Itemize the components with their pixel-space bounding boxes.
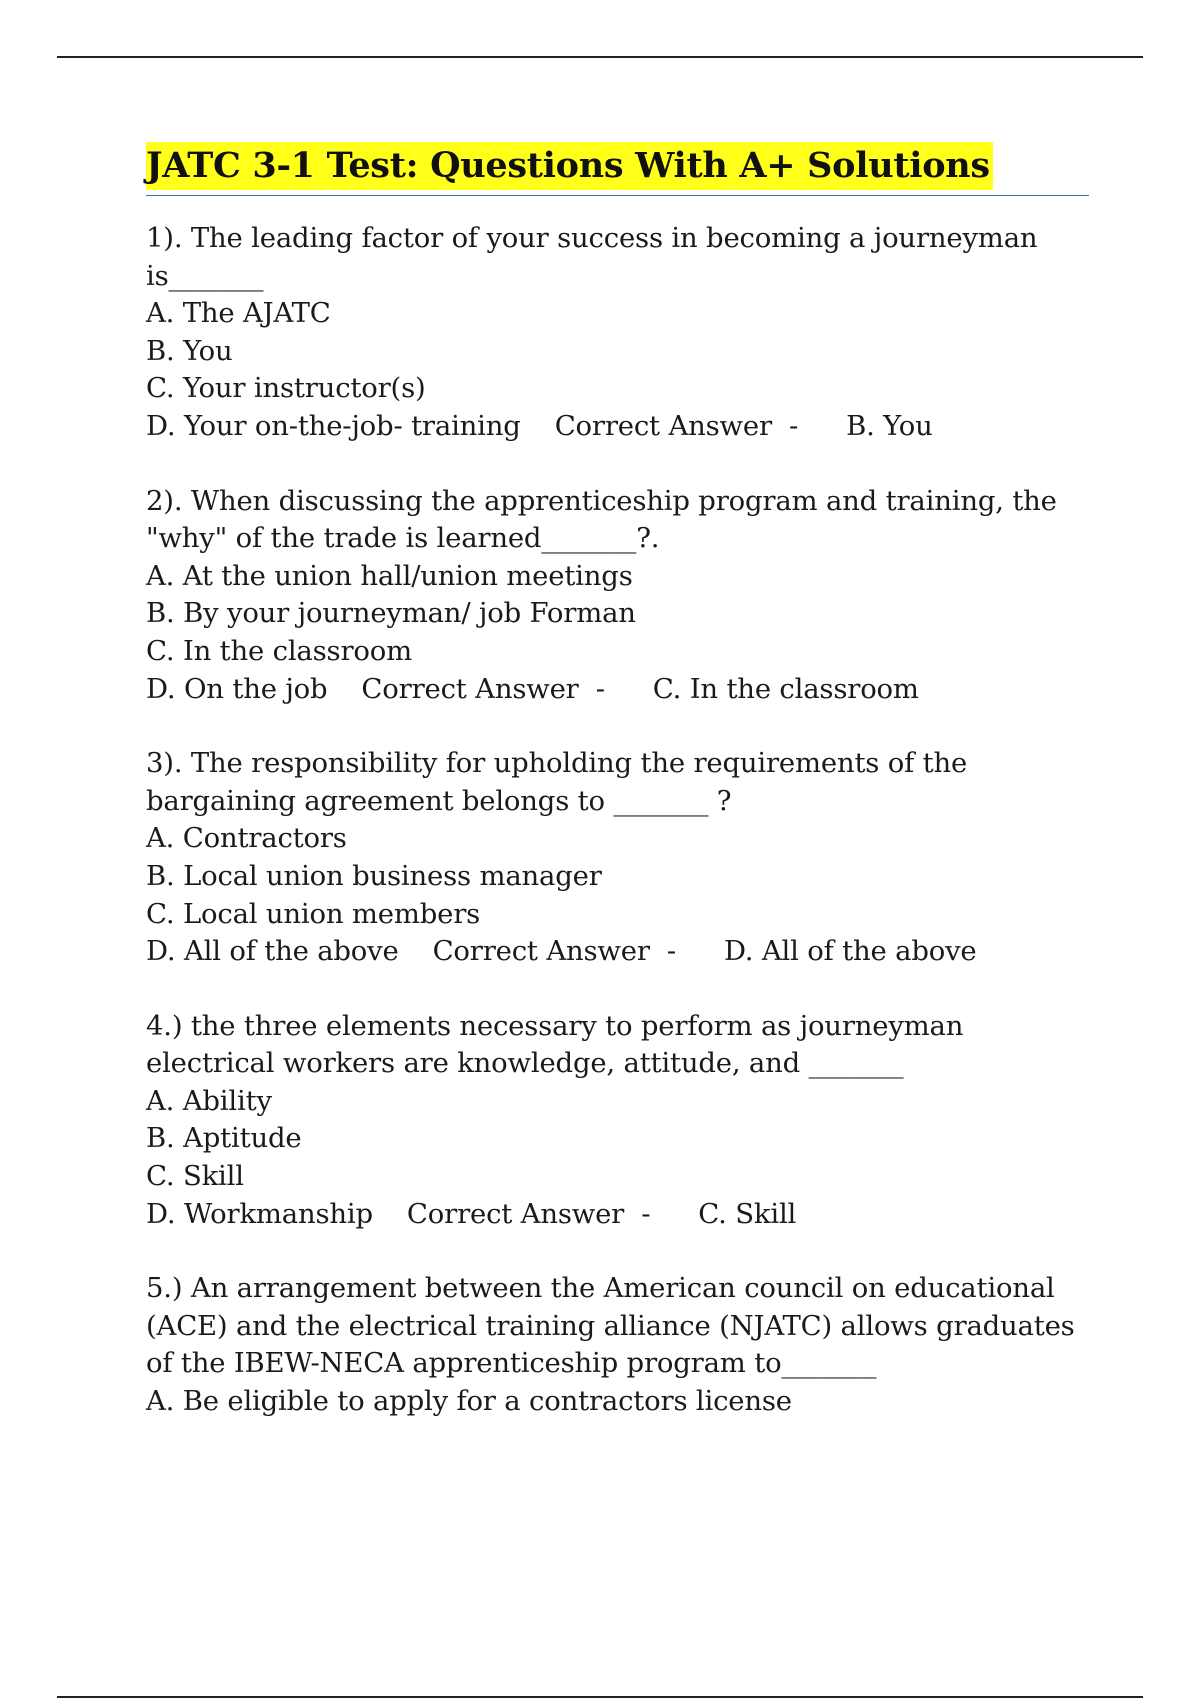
option-d: D. All of the above: [146, 935, 399, 968]
question-5: [146, 1270, 1091, 1420]
option-b: B. By your journeyman/ job Forman: [146, 597, 636, 630]
question-1: [146, 220, 1091, 446]
question-stem: is_______: [146, 259, 264, 292]
option-d-with-answer: [146, 933, 1091, 971]
correct-answer: C. Skill: [698, 1197, 797, 1230]
option-c: C. Your instructor(s): [146, 372, 426, 405]
correct-answer-label: Correct Answer -: [361, 672, 605, 705]
option-a: A. Be eligible to apply for a contractors license: [146, 1385, 792, 1418]
option-d: D. Your on-the-job- training: [146, 409, 521, 442]
option-d: D. On the job: [146, 672, 328, 705]
option-d-with-answer: [146, 671, 1091, 709]
title-block: [146, 142, 1089, 196]
question-stem: "why" of the trade is learned_______?.: [146, 522, 660, 555]
question-3: [146, 745, 1091, 971]
question-stem: 4.) the three elements necessary to perform as journeyman: [146, 1009, 964, 1042]
question-stem: bargaining agreement belongs to _______ ?: [146, 784, 732, 817]
option-d: D. Workmanship: [146, 1197, 373, 1230]
document-body: [146, 142, 1091, 1458]
option-d-with-answer: [146, 1196, 1091, 1234]
correct-answer: B. You: [846, 409, 933, 442]
question-stem: 3). The responsibility for upholding the requirements of the: [146, 747, 968, 780]
option-a: A. Contractors: [146, 822, 347, 855]
correct-answer-label: Correct Answer -: [432, 935, 676, 968]
correct-answer-label: Correct Answer -: [406, 1197, 651, 1230]
question-stem: (ACE) and the electrical training alliance (NJATC) allows graduates: [146, 1309, 1075, 1342]
option-c: C. In the classroom: [146, 634, 412, 667]
correct-answer-label: Correct Answer -: [554, 409, 799, 442]
header-rule: [57, 56, 1143, 58]
footer-rule: [57, 1696, 1143, 1698]
option-b: B. Aptitude: [146, 1122, 302, 1155]
question-stem: of the IBEW-NECA apprenticeship program to_______: [146, 1347, 877, 1380]
question-4: [146, 1008, 1091, 1234]
option-b: B. You: [146, 334, 233, 367]
option-b: B. Local union business manager: [146, 859, 602, 892]
question-stem: 1). The leading factor of your success in becoming a journeyman: [146, 222, 1038, 254]
correct-answer: D. All of the above: [723, 935, 977, 968]
option-c: C. Local union members: [146, 897, 481, 930]
question-stem: electrical workers are knowledge, attitude, and _______: [146, 1047, 904, 1080]
correct-answer: C. In the classroom: [652, 672, 919, 705]
option-d-with-answer: [146, 408, 1091, 446]
option-a: A. At the union hall/union meetings: [146, 559, 633, 592]
option-a: A. Ability: [146, 1084, 272, 1117]
option-c: C. Skill: [146, 1160, 244, 1193]
page-title: JATC 3-1 Test: Questions With A+ Solutions: [146, 142, 993, 190]
question-stem: 5.) An arrangement between the American council on educational: [146, 1272, 1055, 1305]
question-2: [146, 483, 1091, 709]
option-a: A. The AJATC: [146, 297, 331, 330]
question-stem: 2). When discussing the apprenticeship program and training, the: [146, 484, 1057, 517]
